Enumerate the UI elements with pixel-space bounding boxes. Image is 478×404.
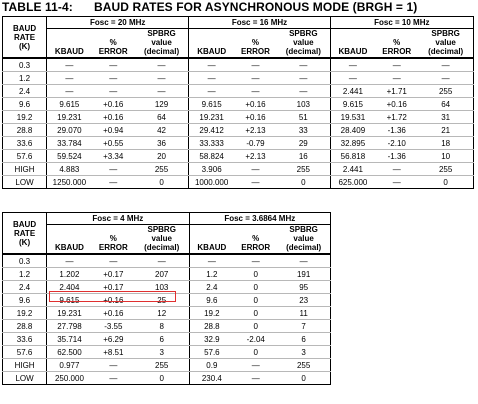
kbaud-cell: 1.202 <box>47 268 92 281</box>
kbaud-cell: 32.895 <box>330 137 375 150</box>
table-row <box>3 124 474 137</box>
baud-rate-cell: 33.6 <box>3 137 47 150</box>
spbrg-cell: 16 <box>277 150 330 163</box>
baud-rate-header-line: BAUD <box>12 23 37 33</box>
highlight-box <box>49 291 176 302</box>
spbrg-cell: — <box>277 58 330 72</box>
spbrg-cell: 255 <box>135 163 189 176</box>
spbrg-header-line: SPBRG <box>431 29 460 38</box>
spbrg-header-line: (decimal) <box>285 47 321 56</box>
kbaud-cell: 19.231 <box>47 307 92 320</box>
kbaud-cell: 3.906 <box>189 163 234 176</box>
baud-rate-header-line: RATE <box>13 228 36 238</box>
spbrg-header-line: SPBRG <box>289 225 318 234</box>
error-cell: +3.34 <box>92 150 135 163</box>
table-row <box>3 254 331 268</box>
spbrg-cell: 255 <box>277 163 330 176</box>
kbaud-cell: 33.333 <box>189 137 234 150</box>
kbaud-cell: 1250.000 <box>52 177 87 187</box>
error-cell: +0.16 <box>92 98 135 111</box>
baud-rate-table-1 <box>2 16 474 189</box>
spbrg-header-line: value <box>293 234 314 243</box>
error-cell: +0.55 <box>92 137 135 150</box>
kbaud-cell: 19.231 <box>189 111 234 124</box>
baud-rate-cell: 19.2 <box>3 111 47 124</box>
spbrg-cell: — <box>277 254 330 268</box>
spbrg-cell: 129 <box>135 98 189 111</box>
kbaud-cell: 1000.000 <box>194 177 229 187</box>
spbrg-cell: 25 <box>135 294 189 307</box>
error-header-line: ERROR <box>241 47 270 56</box>
table-row <box>3 320 331 333</box>
error-cell: 0 <box>234 294 277 307</box>
spbrg-cell: 10 <box>418 150 473 163</box>
error-cell: — <box>92 254 135 268</box>
kbaud-cell: 29.412 <box>189 124 234 137</box>
spbrg-cell: — <box>418 58 473 72</box>
kbaud-header: KBAUD <box>197 47 227 56</box>
spbrg-header-line: (decimal) <box>144 243 180 252</box>
error-header-line: ERROR <box>98 243 128 252</box>
spbrg-cell: 8 <box>135 320 189 333</box>
error-header-line: ERROR <box>98 47 128 56</box>
baud-rate-cell: LOW <box>3 372 47 385</box>
spbrg-cell: 3 <box>135 346 189 359</box>
error-cell: — <box>92 85 135 98</box>
baud-rate-cell: 2.4 <box>3 281 47 294</box>
fosc-group-header: Fosc = 3.6864 MHz <box>189 213 330 225</box>
kbaud-cell: 230.4 <box>201 373 222 383</box>
kbaud-cell: 19.531 <box>330 111 375 124</box>
kbaud-cell: 0.977 <box>47 359 92 372</box>
spbrg-cell: 36 <box>135 137 189 150</box>
table-title <box>2 0 417 16</box>
kbaud-cell: 56.818 <box>330 150 375 163</box>
baud-rate-cell: 19.2 <box>3 307 47 320</box>
kbaud-header: KBAUD <box>197 243 227 252</box>
kbaud-cell: 625.000 <box>338 177 368 187</box>
error-cell: +6.29 <box>92 333 135 346</box>
spbrg-header-line: value <box>151 234 172 243</box>
error-cell: +0.94 <box>92 124 135 137</box>
spbrg-cell: 255 <box>418 85 473 98</box>
spbrg-header-line: value <box>293 38 314 47</box>
spbrg-cell: 95 <box>277 281 330 294</box>
error-cell: — <box>234 359 277 372</box>
error-cell: +0.17 <box>92 281 135 294</box>
baud-rate-cell: 28.8 <box>3 124 47 137</box>
spbrg-cell: 0 <box>277 372 330 385</box>
error-cell: 0 <box>234 281 277 294</box>
table-row <box>3 307 331 320</box>
fosc-group-header: Fosc = 10 MHz <box>330 17 473 29</box>
baud-rate-cell: 57.6 <box>3 346 47 359</box>
table-row <box>3 372 331 385</box>
kbaud-header: KBAUD <box>54 243 84 252</box>
kbaud-cell: 2.404 <box>47 281 92 294</box>
kbaud-cell: — <box>330 58 375 72</box>
error-header-line: % <box>109 38 117 47</box>
error-cell: -3.55 <box>92 320 135 333</box>
kbaud-cell: 2.441 <box>330 85 375 98</box>
error-cell: — <box>92 359 135 372</box>
error-cell: — <box>375 58 418 72</box>
error-cell: -0.79 <box>234 137 277 150</box>
spbrg-cell: 6 <box>135 333 189 346</box>
error-cell: +0.16 <box>92 307 135 320</box>
fosc-group-header: Fosc = 4 MHz <box>47 213 189 225</box>
error-header <box>234 225 277 255</box>
table-row <box>3 72 474 85</box>
kbaud-cell: 19.2 <box>189 307 234 320</box>
baud-rate-cell: LOW <box>3 176 47 189</box>
baud-rate-header-line: (K) <box>19 237 31 247</box>
baud-rate-cell: HIGH <box>3 359 47 372</box>
spbrg-cell: 31 <box>418 111 473 124</box>
error-cell: — <box>92 163 135 176</box>
spbrg-cell: 18 <box>418 137 473 150</box>
spbrg-cell: — <box>135 58 189 72</box>
spbrg-header-line: SPBRG <box>147 225 176 234</box>
spbrg-cell: 23 <box>277 294 330 307</box>
spbrg-header <box>418 29 473 59</box>
error-cell: 0 <box>234 346 277 359</box>
error-cell: +0.16 <box>234 98 277 111</box>
spbrg-cell: 0 <box>277 176 330 189</box>
kbaud-cell: 27.798 <box>47 320 92 333</box>
error-cell: — <box>92 58 135 72</box>
spbrg-header <box>135 29 189 59</box>
baud-rate-cell: 28.8 <box>3 320 47 333</box>
spbrg-header <box>135 225 189 255</box>
error-header <box>234 29 277 59</box>
spbrg-cell: 3 <box>277 346 330 359</box>
spbrg-cell: 191 <box>277 268 330 281</box>
spbrg-cell: 6 <box>277 333 330 346</box>
baud-rate-cell: 0.3 <box>3 58 47 72</box>
error-cell: -2.10 <box>375 137 418 150</box>
baud-rate-header-line: BAUD <box>13 219 37 229</box>
error-header-line: % <box>109 234 117 243</box>
table-number: TABLE 11-4: <box>2 0 73 14</box>
spbrg-cell: 42 <box>135 124 189 137</box>
error-cell: +1.72 <box>375 111 418 124</box>
kbaud-cell: — <box>47 58 92 72</box>
error-cell: — <box>234 163 277 176</box>
kbaud-cell: 9.615 <box>189 98 234 111</box>
error-cell: — <box>251 373 260 383</box>
error-cell: — <box>251 177 260 187</box>
error-cell: +8.51 <box>92 346 135 359</box>
table-row <box>3 58 474 72</box>
error-cell: +0.16 <box>234 111 277 124</box>
spbrg-cell: 0 <box>418 176 473 189</box>
spbrg-cell: 20 <box>135 150 189 163</box>
kbaud-cell: 59.524 <box>47 150 92 163</box>
error-cell: +0.17 <box>92 268 135 281</box>
spbrg-header-line: (decimal) <box>286 243 322 252</box>
spbrg-header <box>277 225 330 255</box>
kbaud-cell: 2.441 <box>330 163 375 176</box>
spbrg-cell: 103 <box>135 281 189 294</box>
kbaud-cell: 62.500 <box>47 346 92 359</box>
kbaud-cell: — <box>47 85 92 98</box>
kbaud-cell: — <box>47 72 92 85</box>
spbrg-cell: — <box>277 85 330 98</box>
kbaud-cell: 28.8 <box>189 320 234 333</box>
error-cell: — <box>392 177 401 187</box>
error-cell: 0 <box>234 307 277 320</box>
kbaud-cell: 250.000 <box>54 373 84 383</box>
table-row <box>3 111 474 124</box>
error-cell: — <box>234 254 277 268</box>
spbrg-cell: 103 <box>277 98 330 111</box>
error-cell: — <box>109 373 118 383</box>
kbaud-cell: — <box>189 58 234 72</box>
spbrg-cell: 255 <box>135 359 189 372</box>
table-row <box>3 268 331 281</box>
kbaud-cell: 35.714 <box>47 333 92 346</box>
fosc-group-header: Fosc = 20 MHz <box>47 17 189 29</box>
baud-rate-cell: 1.2 <box>3 268 47 281</box>
baud-rate-cell: 9.6 <box>3 98 47 111</box>
error-header <box>375 29 418 59</box>
error-cell: -1.36 <box>375 150 418 163</box>
error-cell: +0.16 <box>92 294 135 307</box>
error-cell: — <box>109 177 118 187</box>
baud-rate-cell: 57.6 <box>3 150 47 163</box>
error-cell: 0 <box>234 268 277 281</box>
error-cell: — <box>375 163 418 176</box>
table-row <box>3 150 474 163</box>
error-cell: — <box>92 72 135 85</box>
table-row <box>3 333 331 346</box>
table-caption: BAUD RATES FOR ASYNCHRONOUS MODE (BRGH = 1) <box>94 0 418 14</box>
kbaud-cell: 9.615 <box>47 98 92 111</box>
spbrg-cell: 21 <box>418 124 473 137</box>
table-row <box>3 163 474 176</box>
kbaud-header: KBAUD <box>338 47 368 56</box>
kbaud-cell: 9.6 <box>189 294 234 307</box>
baud-rate-cell: 2.4 <box>3 85 47 98</box>
error-cell: — <box>234 58 277 72</box>
error-cell: +1.71 <box>375 85 418 98</box>
baud-rate-cell: 9.6 <box>3 294 47 307</box>
spbrg-header <box>277 29 330 59</box>
spbrg-header-line: value <box>151 38 172 47</box>
baud-rate-cell: 0.3 <box>3 254 47 268</box>
spbrg-cell: 0 <box>135 176 189 189</box>
kbaud-cell: — <box>189 85 234 98</box>
spbrg-cell: 29 <box>277 137 330 150</box>
error-header-line: % <box>252 234 260 243</box>
spbrg-cell: — <box>135 72 189 85</box>
error-cell: -2.04 <box>234 333 277 346</box>
spbrg-cell: 207 <box>135 268 189 281</box>
baud-rate-cell: HIGH <box>3 163 47 176</box>
baud-rate-header <box>3 17 47 59</box>
spbrg-cell: — <box>277 72 330 85</box>
kbaud-cell: — <box>330 72 375 85</box>
kbaud-cell: 29.070 <box>47 124 92 137</box>
kbaud-header: KBAUD <box>54 47 84 56</box>
spbrg-cell: 0 <box>135 372 189 385</box>
kbaud-cell: — <box>189 254 234 268</box>
spbrg-cell: — <box>135 254 189 268</box>
error-cell: — <box>234 72 277 85</box>
kbaud-cell: 9.615 <box>47 294 92 307</box>
table-row <box>3 137 474 150</box>
error-cell: — <box>234 85 277 98</box>
spbrg-header-line: (decimal) <box>428 47 464 56</box>
kbaud-cell: 9.615 <box>330 98 375 111</box>
kbaud-cell: 19.231 <box>47 111 92 124</box>
error-header-line: ERROR <box>241 243 271 252</box>
kbaud-cell: 4.883 <box>47 163 92 176</box>
kbaud-cell: — <box>47 254 92 268</box>
baud-rate-cell: 33.6 <box>3 333 47 346</box>
table-row <box>3 359 331 372</box>
table-row <box>3 98 474 111</box>
spbrg-cell: 64 <box>418 98 473 111</box>
baud-rate-header-line: (K) <box>18 41 31 51</box>
spbrg-cell: 64 <box>135 111 189 124</box>
spbrg-cell: — <box>418 72 473 85</box>
spbrg-cell: — <box>135 85 189 98</box>
spbrg-cell: 51 <box>277 111 330 124</box>
kbaud-cell: 58.824 <box>189 150 234 163</box>
spbrg-cell: 7 <box>277 320 330 333</box>
kbaud-cell: 0.9 <box>189 359 234 372</box>
error-cell: +2.13 <box>234 150 277 163</box>
kbaud-cell: 33.784 <box>47 137 92 150</box>
error-cell: — <box>375 72 418 85</box>
kbaud-cell: 2.4 <box>189 281 234 294</box>
error-header-line: ERROR <box>382 47 412 56</box>
kbaud-cell: 57.6 <box>189 346 234 359</box>
baud-rate-header <box>3 213 47 255</box>
kbaud-cell: 1.2 <box>189 268 234 281</box>
error-cell: +0.16 <box>375 98 418 111</box>
baud-rate-cell: 1.2 <box>3 72 47 85</box>
spbrg-cell: 11 <box>277 307 330 320</box>
error-cell: 0 <box>234 320 277 333</box>
spbrg-cell: 12 <box>135 307 189 320</box>
table-row <box>3 85 474 98</box>
error-header <box>92 225 135 255</box>
kbaud-cell: — <box>189 72 234 85</box>
kbaud-cell: 32.9 <box>189 333 234 346</box>
fosc-group-header: Fosc = 16 MHz <box>189 17 330 29</box>
error-header <box>92 29 135 59</box>
spbrg-header-line: value <box>435 38 456 47</box>
spbrg-cell: 255 <box>277 359 330 372</box>
spbrg-header-line: SPBRG <box>147 29 176 38</box>
error-cell: +0.16 <box>92 111 135 124</box>
table-row <box>3 176 474 189</box>
table-row <box>3 346 331 359</box>
spbrg-cell: 33 <box>277 124 330 137</box>
kbaud-cell: 28.409 <box>330 124 375 137</box>
baud-rate-header-line: RATE <box>13 32 36 42</box>
error-header-line: % <box>393 38 401 47</box>
spbrg-header-line: SPBRG <box>289 29 318 38</box>
spbrg-cell: 255 <box>418 163 473 176</box>
error-cell: -1.36 <box>375 124 418 137</box>
error-header-line: % <box>251 38 260 47</box>
error-cell: +2.13 <box>234 124 277 137</box>
spbrg-header-line: (decimal) <box>143 47 180 56</box>
